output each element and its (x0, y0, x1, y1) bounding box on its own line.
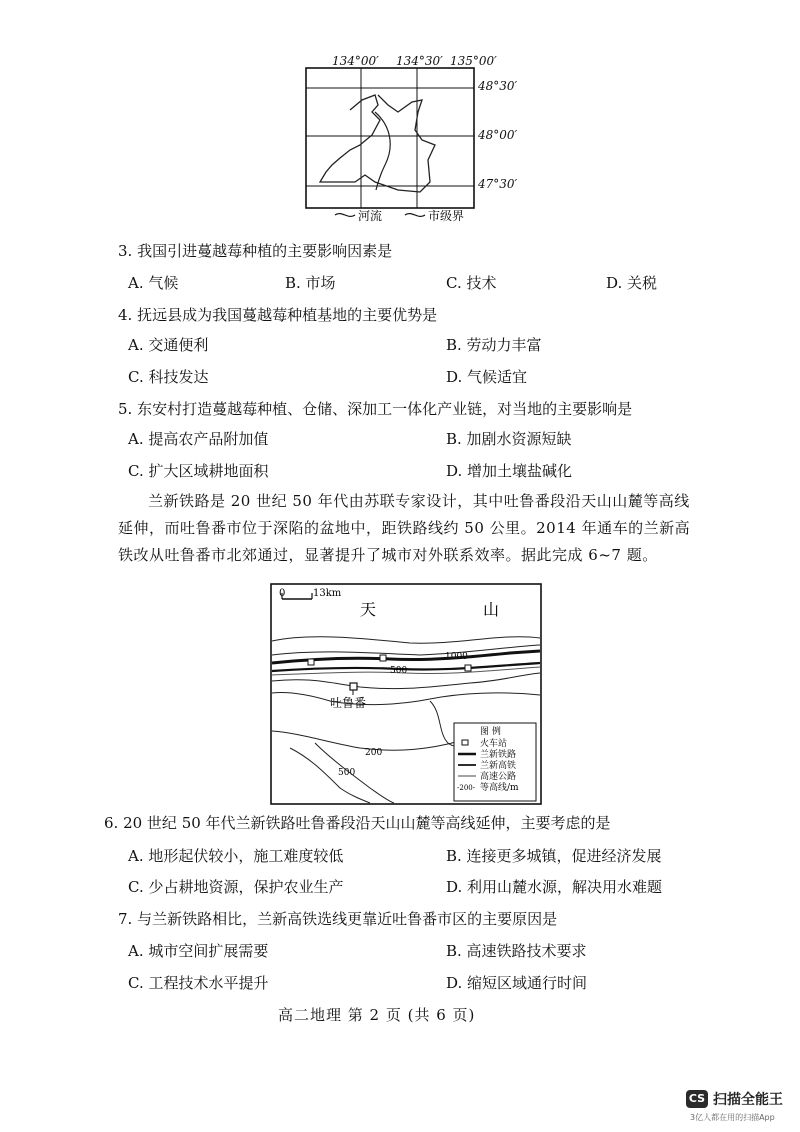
q6-option-c[interactable]: C. 少占耕地资源，保护农业生产 (128, 878, 344, 896)
legend-highway: 高速公路 (480, 772, 517, 782)
camscanner-name: 扫描全能王 (713, 1092, 783, 1108)
q7-option-a[interactable]: A. 城市空间扩展需要 (128, 942, 269, 960)
q3-option-d[interactable]: D. 关税 (606, 274, 658, 292)
map-fuyuan (300, 50, 540, 230)
boundary-legend-icon (405, 214, 425, 217)
camscanner-logo-icon: CS (686, 1090, 708, 1108)
legend-boundary: 市级界 (428, 209, 465, 223)
lat-label-1: 48°30′ (478, 79, 518, 93)
lon-label-2: 134°30′ (396, 54, 443, 68)
q7-option-b[interactable]: B. 高速铁路技术要求 (446, 942, 587, 960)
mountain-label-shan: 山 (483, 600, 500, 619)
q6-option-d[interactable]: D. 利用山麓水源，解决用水难题 (446, 878, 663, 896)
station-icon (465, 665, 471, 671)
station-icon (308, 659, 314, 665)
legend-station: 火车站 (480, 739, 508, 749)
lat-label-3: 47°30′ (478, 177, 518, 191)
legend-contour-sample: -200- (457, 784, 476, 792)
scale-label: 13km (313, 588, 342, 599)
lon-label-1: 134°00′ (332, 54, 379, 68)
q7-option-d[interactable]: D. 缩短区域通行时间 (446, 974, 588, 992)
q7-stem: 7. 与兰新铁路相比，兰新高铁选线更靠近吐鲁番市区的主要原因是 (118, 910, 558, 928)
legend-contour: 等高线/m (480, 783, 519, 793)
legend-title: 图 例 (480, 727, 501, 737)
q5-stem: 5. 东安村打造蔓越莓种植、仓储、深加工一体化产业链，对当地的主要影响是 (118, 400, 633, 418)
q6-stem: 6. 20 世纪 50 年代兰新铁路吐鲁番段沿天山山麓等高线延伸，主要考虑的是 (104, 814, 611, 832)
q6-option-a[interactable]: A. 地形起伏较小，施工难度较低 (128, 847, 344, 865)
q5-option-a[interactable]: A. 提高农产品附加值 (128, 430, 269, 448)
contour-200-label: 200 (365, 748, 383, 758)
q7-option-c[interactable]: C. 工程技术水平提升 (128, 974, 269, 992)
q5-option-c[interactable]: C. 扩大区域耕地面积 (128, 462, 269, 480)
camscanner-tagline: 3亿人都在用的扫描App (690, 1113, 775, 1122)
page-footer: 高二地理 第 2 页 (共 6 页) (278, 1006, 476, 1024)
q3-stem: 3. 我国引进蔓越莓种植的主要影响因素是 (118, 242, 393, 260)
contour-1000-label: 1000 (445, 652, 468, 662)
contour-500b-label: 500 (338, 768, 356, 778)
q3-option-a[interactable]: A. 气候 (128, 274, 179, 292)
turpan-station-icon (350, 683, 357, 690)
passage-text: 兰新铁路是 20 世纪 50 年代由苏联专家设计，其中吐鲁番段沿天山山麓等高线延伸，而吐鲁番市位于深陷的盆地中，距铁路线约 50 公里。2014 年通车的兰新高铁改从吐鲁番市北郊通过，显著提升了城市对外联系效率。据此完成 6~7 题。 (118, 492, 691, 564)
mountain-label-tian: 天 (360, 600, 377, 619)
q5-option-b[interactable]: B. 加剧水资源短缺 (446, 430, 572, 448)
contour-500-label: 500 (390, 666, 408, 676)
q6-option-b[interactable]: B. 连接更多城镇，促进经济发展 (446, 847, 662, 865)
q4-stem: 4. 抚远县成为我国蔓越莓种植基地的主要优势是 (118, 306, 438, 324)
q4-option-d[interactable]: D. 气候适宜 (446, 368, 528, 386)
lon-label-3: 135°00′ (450, 54, 497, 68)
legend-station-icon (462, 740, 468, 745)
scale-zero: 0 (279, 588, 286, 599)
q5-option-d[interactable]: D. 增加土壤盐碱化 (446, 462, 573, 480)
legend-railway: 兰新铁路 (480, 750, 517, 760)
q3-option-c[interactable]: C. 技术 (446, 274, 497, 292)
river-legend-icon (335, 214, 355, 217)
boundary-line (320, 95, 435, 192)
q4-option-c[interactable]: C. 科技发达 (128, 368, 209, 386)
legend-hsr: 兰新高铁 (480, 761, 517, 771)
river-line (375, 112, 390, 190)
lat-label-2: 48°00′ (478, 128, 518, 142)
map-turpan (270, 583, 542, 805)
q3-option-b[interactable]: B. 市场 (285, 274, 336, 292)
station-icon (380, 655, 386, 661)
q4-option-b[interactable]: B. 劳动力丰富 (446, 336, 542, 354)
city-label-turpan: 吐鲁番 (330, 696, 367, 710)
legend-river: 河流 (358, 209, 383, 223)
q4-option-a[interactable]: A. 交通便利 (128, 336, 209, 354)
